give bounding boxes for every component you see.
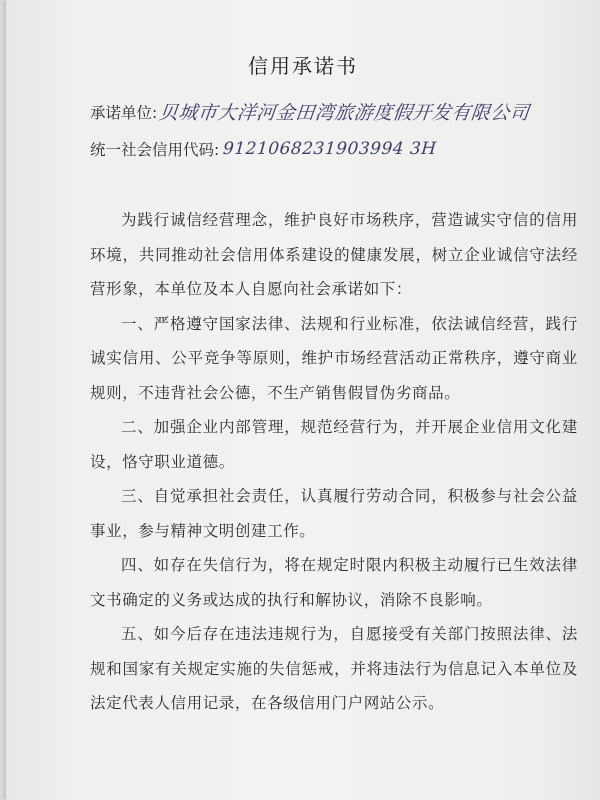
paragraph-intro: 为践行诚信经营理念，维护良好市场秩序，营造诚实守信的信用环境，共同推动社会信用体系建设的健康发展，树立企业诚信守法经营形象，本单位及本人自愿向社会承诺如下： [90,211,578,298]
paragraph-1: 一、严格遵守国家法律、法规和行业标准，依法诚信经营，践行诚实信用、公平竞争等原则，维护市场经营活动正常秩序，遵守商业规则，不违背社会公德，不生产销售假冒伪劣商品。 [90,314,578,402]
credit-code-row [90,138,437,160]
paragraph-5: 五、如今后存在违法违规行为，自愿接受有关部门按照法律、法规和国家有关规定实施的失信惩戒，并将违法行为信息记入本单位及法定代表人信用记录，在各级信用门户网站公示。 [90,625,578,712]
credit-code-value-handwritten: 9121068231903994 3H [222,139,438,159]
unit-label: 承诺单位: [90,103,158,122]
unit-value-handwritten: 贝城市大洋河金田湾旅游度假开发有限公司 [157,102,531,124]
document-page [6,0,600,800]
credit-code-label: 统一社会信用代码: [90,141,220,159]
document-title: 信用承诺书 [248,54,358,78]
unit-row [90,98,530,125]
document-body [90,203,578,721]
paragraph-3: 三、自觉承担社会责任，认真履行劳动合同，积极参与社会公益事业，参与精神文明创建工作。 [90,487,578,540]
paragraph-4: 四、如存在失信行为，将在规定时限内积极主动履行已生效法律文书确定的义务或达成的执行和解协议，消除不良影响。 [90,556,578,609]
paragraph-2: 二、加强企业内部管理，规范经营行为，并开展企业信用文化建设，恪守职业道德。 [90,418,578,471]
